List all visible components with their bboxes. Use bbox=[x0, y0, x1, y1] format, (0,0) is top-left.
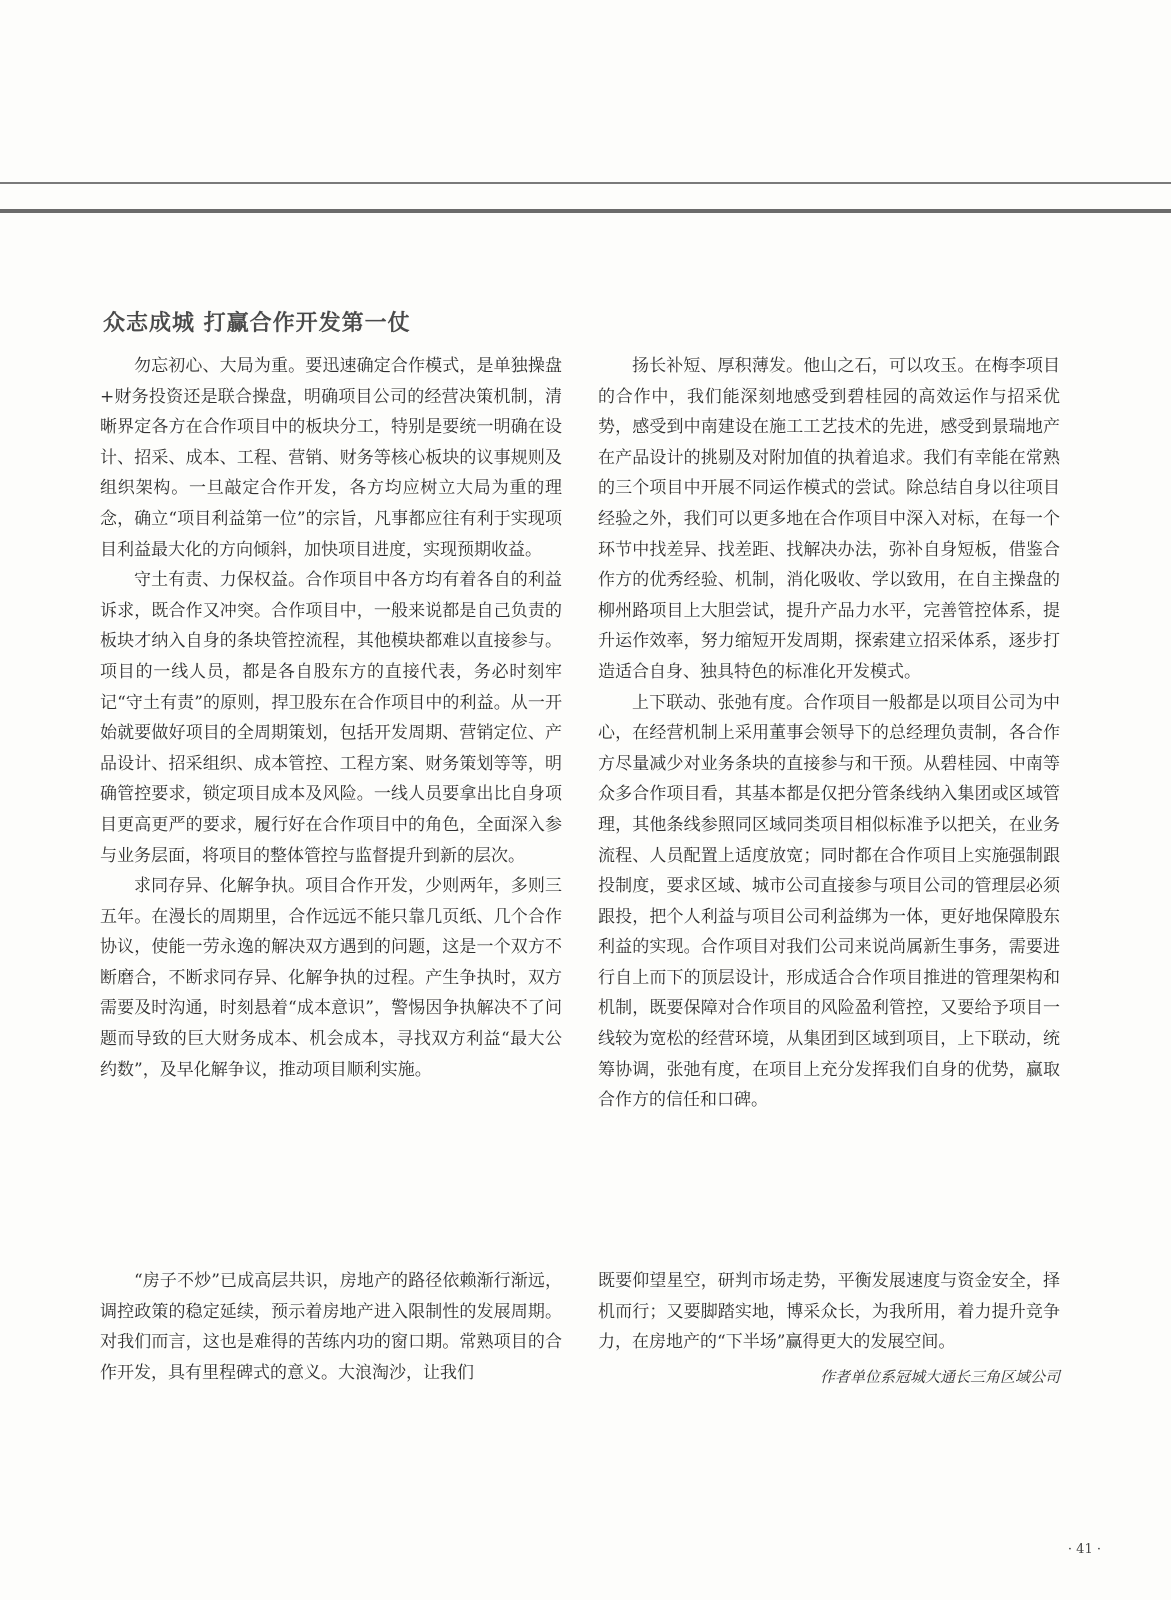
paragraph: 勿忘初心、大局为重。要迅速确定合作模式，是单独操盘+财务投资还是联合操盘，明确项目公司的经营决策机制，清晰界定各方在合作项目中的板块分工，特别是要统一明确在设计、招采、成本、工程、营销、财务等核心板块的议事规则及组织架构。一旦敲定合作开发，各方均应树立大局为重的理念，确立“项目利益第一位”的宗旨，凡事都应往有利于实现项目利益最大化的方向倾斜，加快项目进度，实现预期收益。 bbox=[100, 356, 562, 560]
header-rule-thick bbox=[0, 209, 1171, 213]
paragraph: 既要仰望星空，研判市场走势，平衡发展速度与资金安全，择机而行；又要脚踏实地，博采众长，为我所用，着力提升竞争力，在房地产的“下半场”赢得更大的发展空间。 bbox=[598, 1271, 1060, 1353]
right-column bbox=[598, 351, 1060, 1116]
paragraph: 上下联动、张弛有度。合作项目一般都是以项目公司为中心，在经营机制上采用董事会领导下的总经理负责制，各合作方尽量减少对业务条块的直接参与和干预。从碧桂园、中南等众多合作项目看，其基本都是仅把分管条线纳入集团或区域管理，其他条线参照同区域同类项目相似标准予以把关，在业务流程、人员配置上适度放宽；同时都在合作项目上实施强制跟投制度，要求区域、城市公司直接参与项目公司的管理层必须跟投，把个人利益与项目公司利益绑为一体，更好地保障股东利益的实现。合作项目对我们公司来说尚属新生事务，需要进行自上而下的顶层设计，形成适合合作项目推进的管理架构和机制，既要保障对合作项目的风险盈利管控，又要给予项目一线较为宽松的经营环境，从集团到区域到项目，上下联动，统筹协调，张弛有度，在项目上充分发挥我们自身的优势，赢取合作方的信任和口碑。 bbox=[598, 692, 1060, 1111]
conclusion-left bbox=[100, 1266, 562, 1388]
paragraph: 求同存异、化解争执。项目合作开发，少则两年，多则三五年。在漫长的周期里，合作远远不能只靠几页纸、几个合作协议，使能一劳永逸的解决双方遇到的问题，这是一个双方不断磨合，不断求同存异、化解争执的过程。产生争执时，双方需要及时沟通，时刻悬着“成本意识”，警惕因争执解决不了问题而导致的巨大财务成本、机会成本，寻找双方利益“最大公约数”，及早化解争议，推动项目顺利实施。 bbox=[100, 876, 562, 1080]
paragraph: “房子不炒”已成高层共识，房地产的路径依赖渐行渐远，调控政策的稳定延续，预示着房地产进入限制性的发展周期。对我们而言，这也是难得的苦练内功的窗口期。常熟项目的合作开发，具有里程碑式的意义。大浪淘沙，让我们 bbox=[100, 1271, 562, 1383]
paragraph: 扬长补短、厚积薄发。他山之石，可以攻玉。在梅李项目的合作中，我们能深刻地感受到碧桂园的高效运作与招采优势，感受到中南建设在施工工艺技术的先进，感受到景瑞地产在产品设计的挑剔及对附加值的执着追求。我们有幸能在常熟的三个项目中开展不同运作模式的尝试。除总结自身以往项目经验之外，我们可以更多地在合作项目中深入对标，在每一个环节中找差异、找差距、找解决办法，弥补自身短板，借鉴合作方的优秀经验、机制，消化吸收、学以致用，在自主操盘的柳州路项目上大胆尝试，提升产品力水平，完善管控体系，提升运作效率，努力缩短开发周期，探索建立招采体系，逐步打造适合自身、独具特色的标准化开发模式。 bbox=[598, 356, 1060, 682]
paragraph: 守土有责、力保权益。合作项目中各方均有着各自的利益诉求，既合作又冲突。合作项目中，一般来说都是自己负责的板块才纳入自身的条块管控流程，其他模块都难以直接参与。项目的一线人员，都是各自股东方的直接代表，务必时刻牢记“守土有责”的原则，捍卫股东在合作项目中的利益。从一开始就要做好项目的全周期策划，包括开发周期、营销定位、产品设计、招采组织、成本管控、工程方案、财务策划等等，明确管控要求，锁定项目成本及风险。一线人员要拿出比自身项目更高更严的要求，履行好在合作项目中的角色，全面深入参与业务层面，将项目的整体管控与监督提升到新的层次。 bbox=[100, 570, 562, 866]
header-rule-thin bbox=[0, 182, 1171, 184]
page-number: · 41 · bbox=[1067, 1542, 1101, 1557]
conclusion-right bbox=[598, 1266, 1060, 1392]
section-title: 众志成城 打赢合作开发第一仗 bbox=[103, 311, 411, 336]
left-column bbox=[100, 351, 562, 1085]
author-note: 作者单位系冠城大通长三角区域公司 bbox=[819, 1367, 1060, 1386]
